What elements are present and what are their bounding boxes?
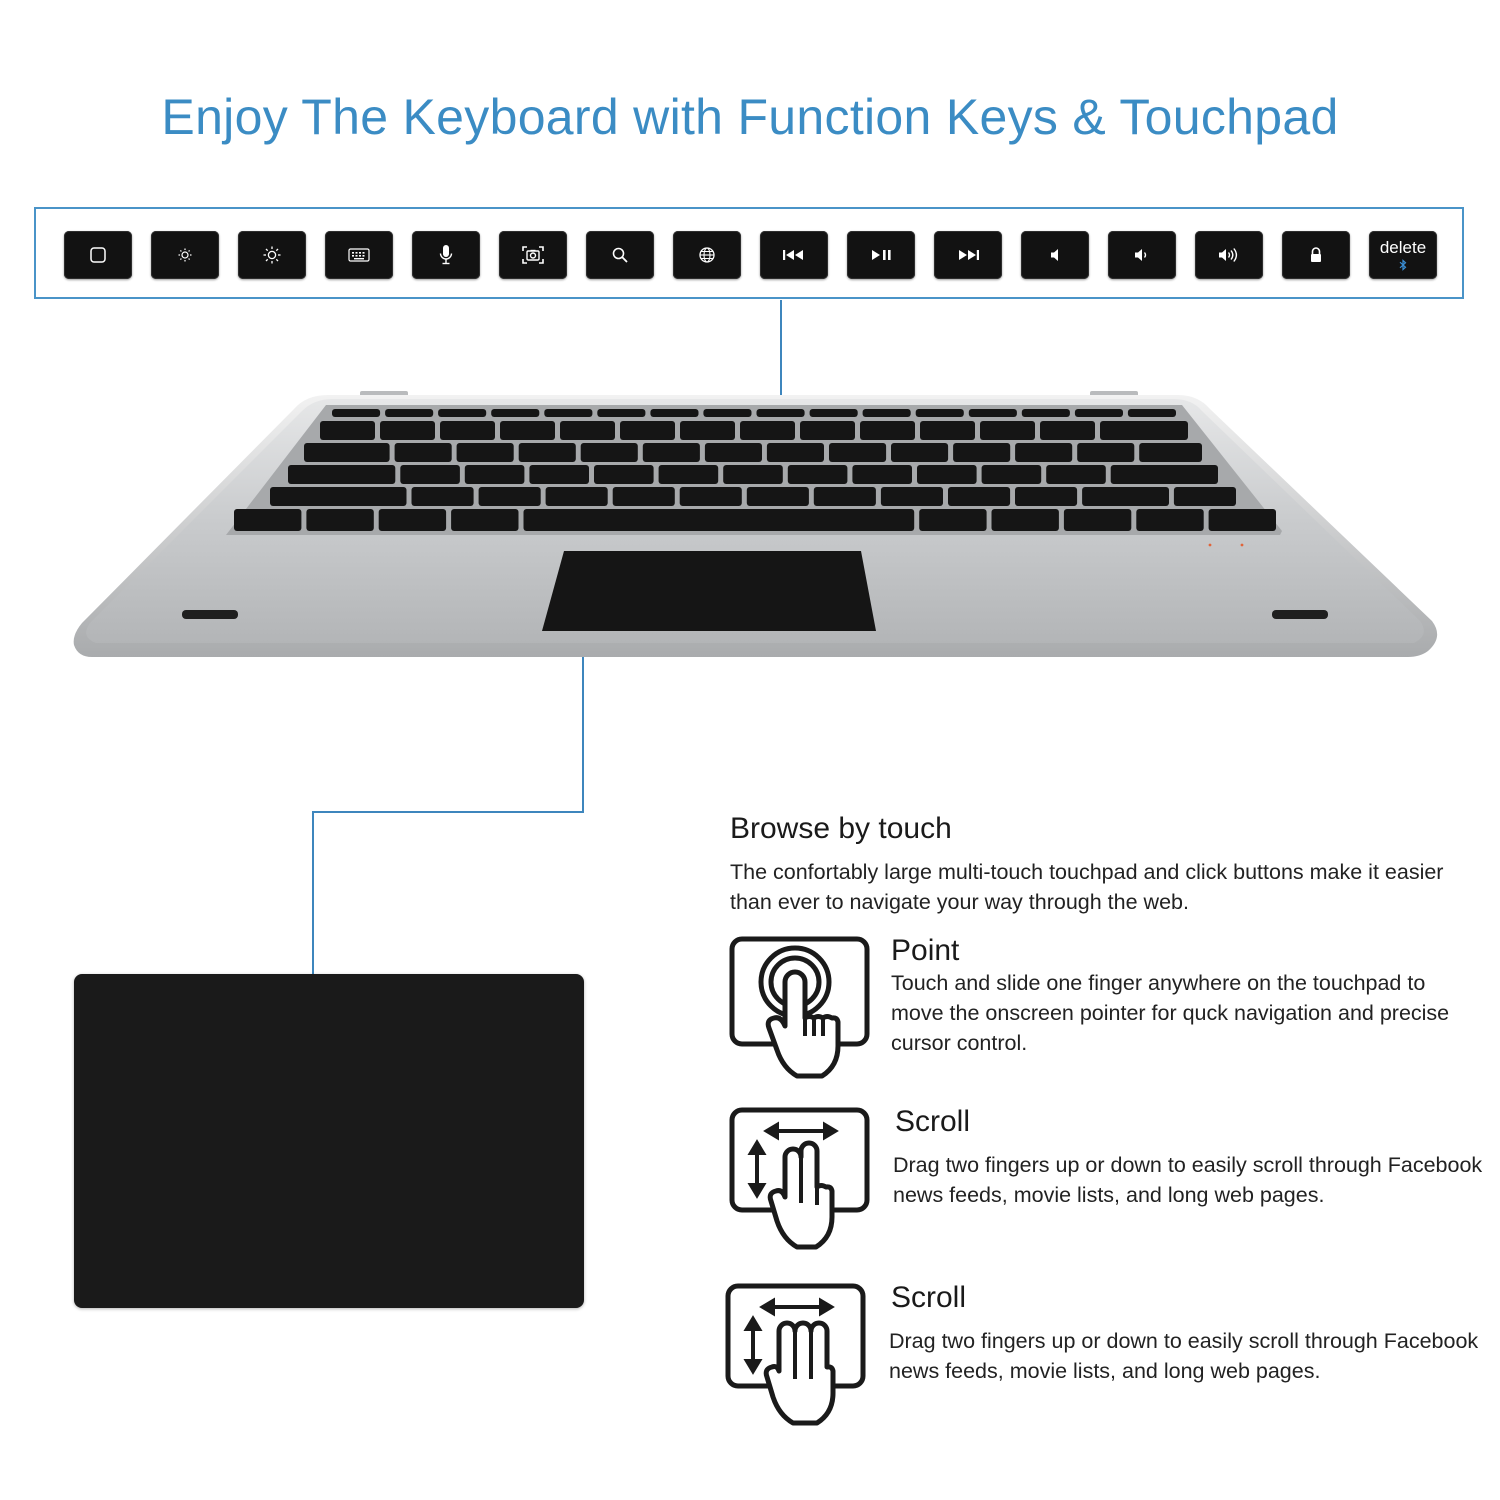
brightness-up-icon [262, 245, 282, 265]
keyboard-key [320, 421, 375, 440]
keyboard-key [650, 409, 698, 417]
keyboard-key [491, 409, 539, 417]
keyboard-key [380, 421, 435, 440]
keyboard-key [457, 443, 514, 462]
keyboard-key [620, 421, 675, 440]
page-title: Enjoy The Keyboard with Function Keys & Touchpad [161, 89, 1339, 145]
rubber-foot-right [1272, 610, 1328, 619]
globe-icon [698, 246, 716, 264]
one-finger-point-icon [729, 936, 874, 1081]
two-finger-scroll-icon [729, 1107, 874, 1252]
keyboard-key [1015, 443, 1072, 462]
next-track-key[interactable] [934, 231, 1002, 279]
connector-touchpad-horizontal [312, 811, 584, 813]
keyboard-key [379, 509, 446, 531]
keyboard-key [519, 443, 576, 462]
keyboard-key [705, 443, 762, 462]
keyboard-key [465, 465, 525, 484]
key-grid [234, 409, 1276, 531]
play-pause-key[interactable] [847, 231, 915, 279]
keyboard-key [863, 409, 911, 417]
keyboard-key[interactable] [325, 231, 393, 279]
keyboard-key [1082, 487, 1169, 506]
keyboard-key [860, 421, 915, 440]
three-finger-scroll-icon [725, 1283, 870, 1428]
keyboard-key [829, 443, 886, 462]
keyboard-key [917, 465, 977, 484]
keyboard-key [270, 487, 407, 506]
keyboard-key [992, 509, 1059, 531]
keyboard-key [982, 465, 1042, 484]
keyboard-key [438, 409, 486, 417]
keyboard-key [479, 487, 541, 506]
keyboard-key [852, 465, 912, 484]
keyboard-key [643, 443, 700, 462]
lock-key[interactable] [1282, 231, 1350, 279]
search-key[interactable] [586, 231, 654, 279]
gesture-scroll-two-finger-description: Drag two fingers up or down to easily scroll through Facebook news feeds, movie lists, and long web pages. [893, 1153, 1483, 1207]
keyboard-key [767, 443, 824, 462]
gesture-point-description: Touch and slide one finger anywhere on the touchpad to move the onscreen pointer for quck navigation and precise cursor control. [891, 971, 1450, 1055]
keyboard-key [800, 421, 855, 440]
mute-key[interactable] [1021, 231, 1089, 279]
keyboard-key [524, 509, 915, 531]
keyboard-key [919, 509, 986, 531]
brightness-down-icon [176, 246, 194, 264]
globe-key[interactable] [673, 231, 741, 279]
home-icon [89, 246, 107, 264]
keyboard-key [680, 421, 735, 440]
volume-up-key[interactable] [1195, 231, 1263, 279]
screenshot-key[interactable] [499, 231, 567, 279]
home-key[interactable] [64, 231, 132, 279]
keyboard-key [1075, 409, 1123, 417]
microphone-icon [438, 244, 454, 266]
keyboard-key [740, 421, 795, 440]
keyboard-key [920, 421, 975, 440]
keyboard-key [953, 443, 1010, 462]
keyboard-key [1128, 409, 1176, 417]
lock-icon [1309, 246, 1323, 264]
touchpad-closeup[interactable] [74, 974, 584, 1308]
keyboard-key [891, 443, 948, 462]
keyboard-key [1139, 443, 1202, 462]
keyboard-key [680, 487, 742, 506]
previous-track-key[interactable] [760, 231, 828, 279]
keyboard-key [1040, 421, 1095, 440]
keyboard-key [1064, 509, 1131, 531]
gesture-scroll-three-finger-title: Scroll [891, 1281, 967, 1314]
keyboard-key [1077, 443, 1134, 462]
microphone-key[interactable] [412, 231, 480, 279]
keyboard-key [980, 421, 1035, 440]
keyboard-key [1209, 509, 1276, 531]
keyboard-key [659, 465, 719, 484]
indicator-light [1209, 544, 1212, 547]
browse-description: The confortably large multi-touch touchpad and click buttons make it easier than ever to navigate your way through the web. [730, 860, 1444, 914]
keyboard-key [881, 487, 943, 506]
keyboard-key [385, 409, 433, 417]
keyboard-key [810, 409, 858, 417]
keyboard-key [529, 465, 589, 484]
keyboard-key [916, 409, 964, 417]
gesture-scroll-two-finger [729, 1107, 1494, 1252]
keyboard-key [306, 509, 373, 531]
keyboard-key [332, 409, 380, 417]
keyboard-key [304, 443, 390, 462]
keyboard-key [395, 443, 452, 462]
keyboard-key [288, 465, 395, 484]
keyboard-key [560, 421, 615, 440]
indicator-light [1241, 544, 1244, 547]
next-track-icon [956, 248, 980, 262]
gesture-scroll-two-finger-title: Scroll [895, 1105, 971, 1138]
keyboard-key [1111, 465, 1218, 484]
keyboard-key [1174, 487, 1236, 506]
keyboard-key [613, 487, 675, 506]
gesture-scroll-three-finger-description: Drag two fingers up or down to easily scroll through Facebook news feeds, movie lists, and long web pages. [889, 1329, 1479, 1383]
keyboard-touchpad[interactable] [542, 551, 876, 631]
gesture-scroll-three-finger [725, 1283, 1490, 1428]
keyboard-key [757, 409, 805, 417]
volume-up-icon [1217, 246, 1241, 264]
browse-title: Browse by touch [730, 812, 952, 845]
rubber-foot-left [182, 610, 238, 619]
gesture-point-title: Point [891, 934, 960, 967]
keyboard-key [500, 421, 555, 440]
keyboard-illustration [70, 385, 1440, 675]
keyboard-key [234, 509, 301, 531]
keyboard-key [703, 409, 751, 417]
function-key-strip [34, 207, 1464, 299]
keyboard-key [412, 487, 474, 506]
keyboard-icon [348, 247, 370, 263]
keyboard-key [546, 487, 608, 506]
play-pause-icon [870, 248, 892, 262]
gesture-point [729, 936, 1489, 1081]
keyboard-key [723, 465, 783, 484]
volume-down-key[interactable] [1108, 231, 1176, 279]
keyboard-key [969, 409, 1017, 417]
keyboard-key [597, 409, 645, 417]
keyboard-key [451, 509, 518, 531]
keyboard-key [1015, 487, 1077, 506]
delete-key[interactable] [1369, 231, 1437, 279]
keyboard-key [544, 409, 592, 417]
keyboard-key [747, 487, 809, 506]
keyboard-key [1136, 509, 1203, 531]
keyboard-key [1100, 421, 1188, 440]
keyboard-key [440, 421, 495, 440]
keyboard-key [814, 487, 876, 506]
delete-key-label: delete [1379, 238, 1427, 257]
mute-icon [1048, 247, 1062, 263]
keyboard-key [948, 487, 1010, 506]
keyboard-key [788, 465, 848, 484]
previous-track-icon [782, 248, 806, 262]
keyboard-key [594, 465, 654, 484]
keyboard-key [400, 465, 460, 484]
search-icon [611, 246, 629, 264]
keyboard-key [1022, 409, 1070, 417]
brightness-up-key[interactable] [238, 231, 306, 279]
bluetooth-icon [1399, 259, 1407, 271]
brightness-down-key[interactable] [151, 231, 219, 279]
screenshot-icon [522, 245, 544, 265]
keyboard-key [1046, 465, 1106, 484]
volume-down-icon [1133, 247, 1151, 263]
keyboard-key [581, 443, 638, 462]
